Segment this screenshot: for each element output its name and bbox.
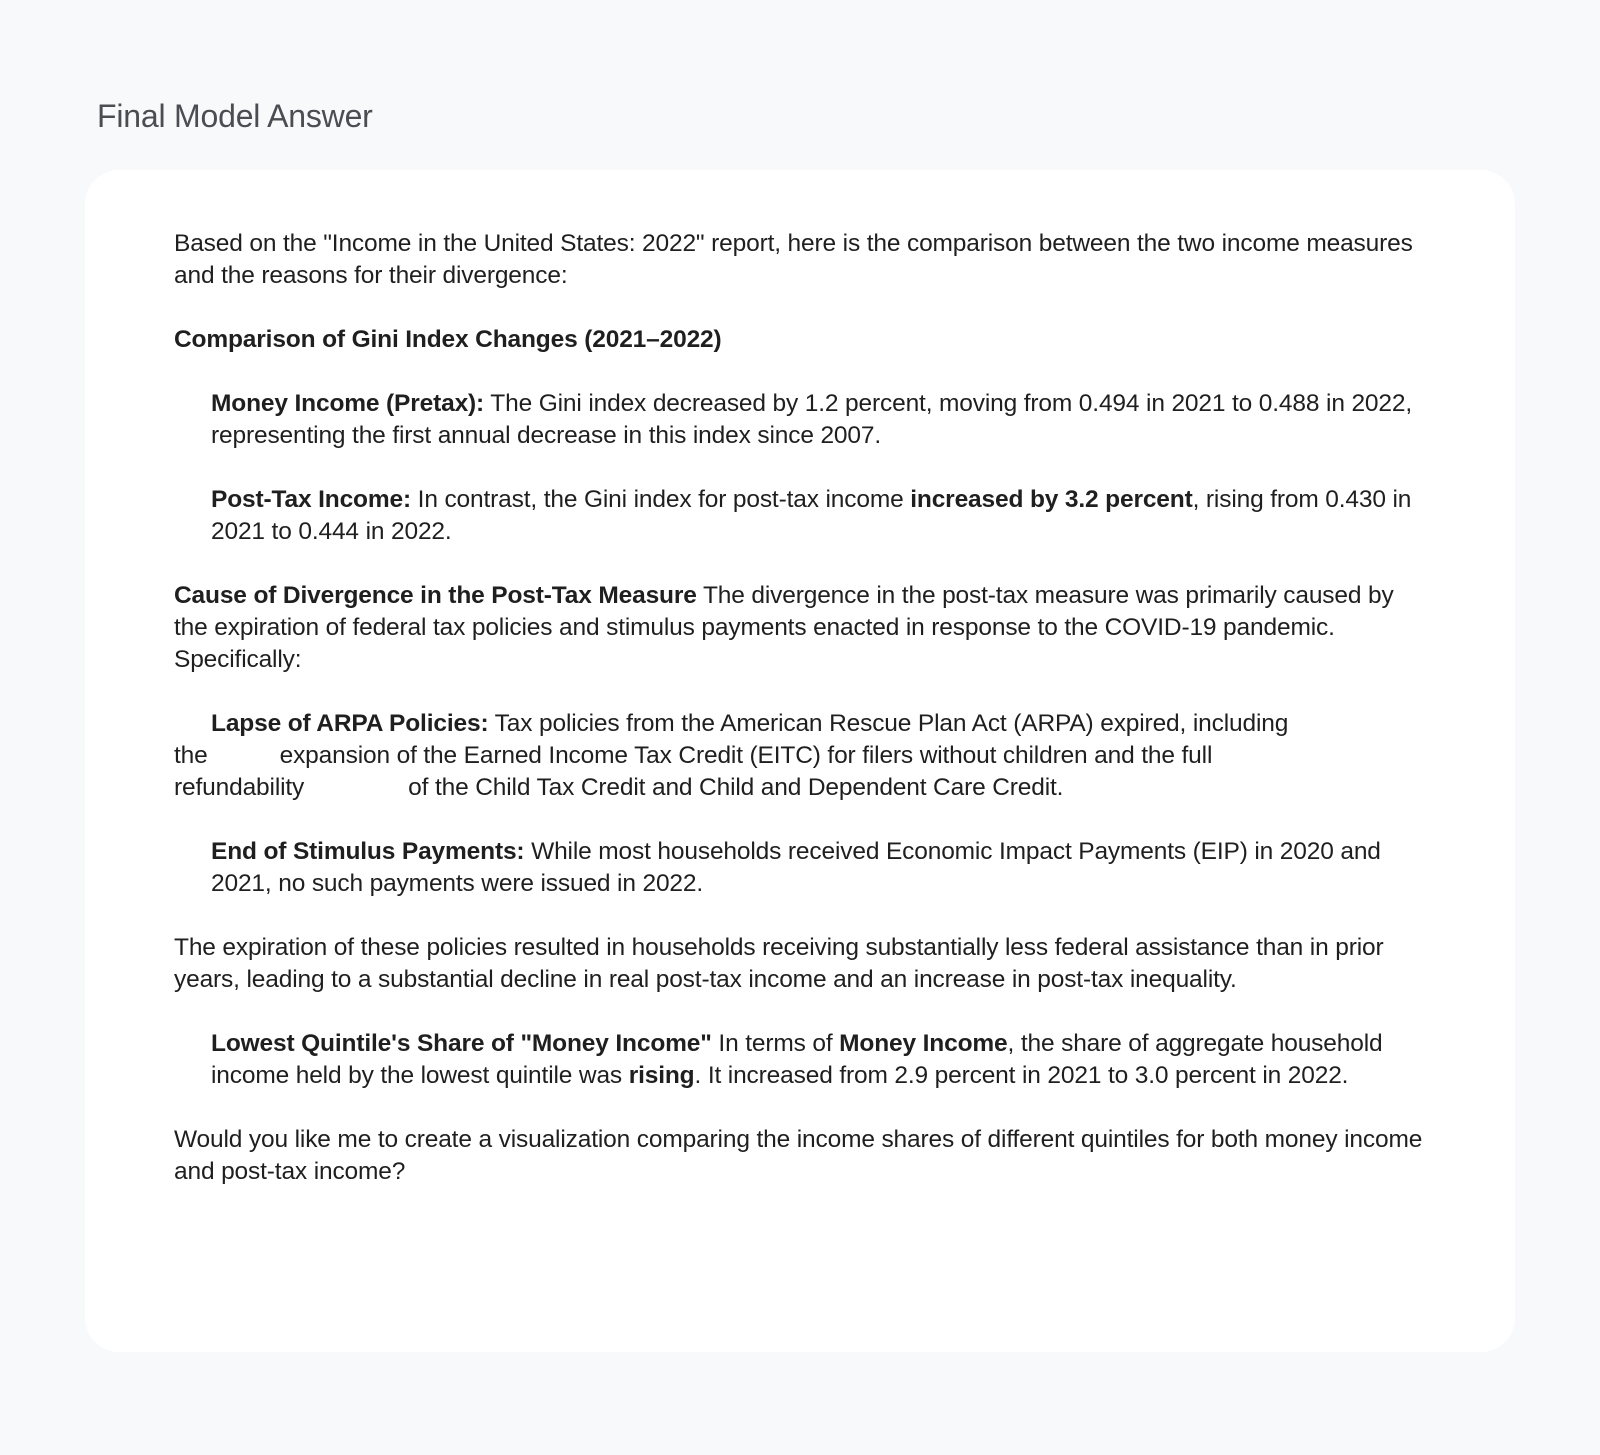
lowest-quintile-emphasis2: rising <box>628 1062 695 1089</box>
money-income-label: Money Income (Pretax): <box>211 390 485 417</box>
expiration-summary: The expiration of these policies resulted in households receiving substantially less federal assistance than in prior years, leading to a substantial decline in real post-tax income and an increase in post-tax inequality. <box>174 934 1384 993</box>
lowest-quintile-label: Lowest Quintile's Share of "Money Income" <box>211 1030 712 1057</box>
lowest-quintile-item <box>174 1028 1427 1092</box>
arpa-line2-rest: expansion of the Earned Income Tax Credit (EITC) for filers without children and the full <box>279 742 1213 769</box>
page-title: Final Model Answer <box>97 98 373 134</box>
lowest-quintile-text2: , the share of aggregate household income held by the lowest quintile was <box>211 1030 1383 1089</box>
post-tax-emphasis: increased by 3.2 percent <box>910 486 1193 513</box>
arpa-line1-text: Tax policies from the American Rescue Plan Act (ARPA) expired, including <box>488 710 1289 737</box>
arpa-line3-start: refundability <box>174 774 305 801</box>
arpa-line3-rest: of the Child Tax Credit and Child and Dependent Care Credit. <box>408 774 1064 801</box>
arpa-line-1 <box>174 710 1288 737</box>
lowest-quintile-text3: . It increased from 2.9 percent in 2021 to 3.0 percent in 2022. <box>694 1062 1349 1089</box>
money-income-text: The Gini index decreased by 1.2 percent, moving from 0.494 in 2021 to 0.488 in 2022, representing the first annual decrease in this index since 2007. <box>211 390 1413 449</box>
post-tax-item <box>174 484 1427 548</box>
intro-paragraph: Based on the "Income in the United States: 2022" report, here is the comparison between the two income measures and the reasons for their divergence: <box>174 230 1413 289</box>
comparison-heading: Comparison of Gini Index Changes (2021–2022) <box>174 326 722 353</box>
lowest-quintile-emphasis1: Money Income <box>839 1030 1008 1057</box>
stimulus-text: While most households received Economic Impact Payments (EIP) in 2020 and 2021, no such payments were issued in 2022. <box>211 838 1381 897</box>
closing-question: Would you like me to create a visualization comparing the income shares of different quintiles for both money income and post-tax income? <box>174 1126 1423 1185</box>
post-tax-text-after: , rising from 0.430 in 2021 to 0.444 in 2022. <box>211 486 1412 545</box>
cause-label: Cause of Divergence in the Post-Tax Measure <box>174 582 697 609</box>
post-tax-text-before: In contrast, the Gini index for post-tax income <box>411 486 911 513</box>
answer-card <box>85 170 1515 1352</box>
arpa-item <box>174 708 1427 804</box>
money-income-item <box>174 388 1427 452</box>
arpa-line2-start: the <box>174 742 208 769</box>
cause-paragraph <box>174 580 1427 676</box>
cause-text: The divergence in the post-tax measure was primarily caused by the expiration of federal tax policies and stimulus payments enacted in response to the COVID-19 pandemic. Specifically: <box>174 582 1394 673</box>
lowest-quintile-text1: In terms of <box>711 1030 840 1057</box>
post-tax-label: Post-Tax Income: <box>211 486 411 513</box>
stimulus-item <box>174 836 1427 900</box>
arpa-label: Lapse of ARPA Policies: <box>211 710 489 737</box>
stimulus-label: End of Stimulus Payments: <box>211 838 525 865</box>
